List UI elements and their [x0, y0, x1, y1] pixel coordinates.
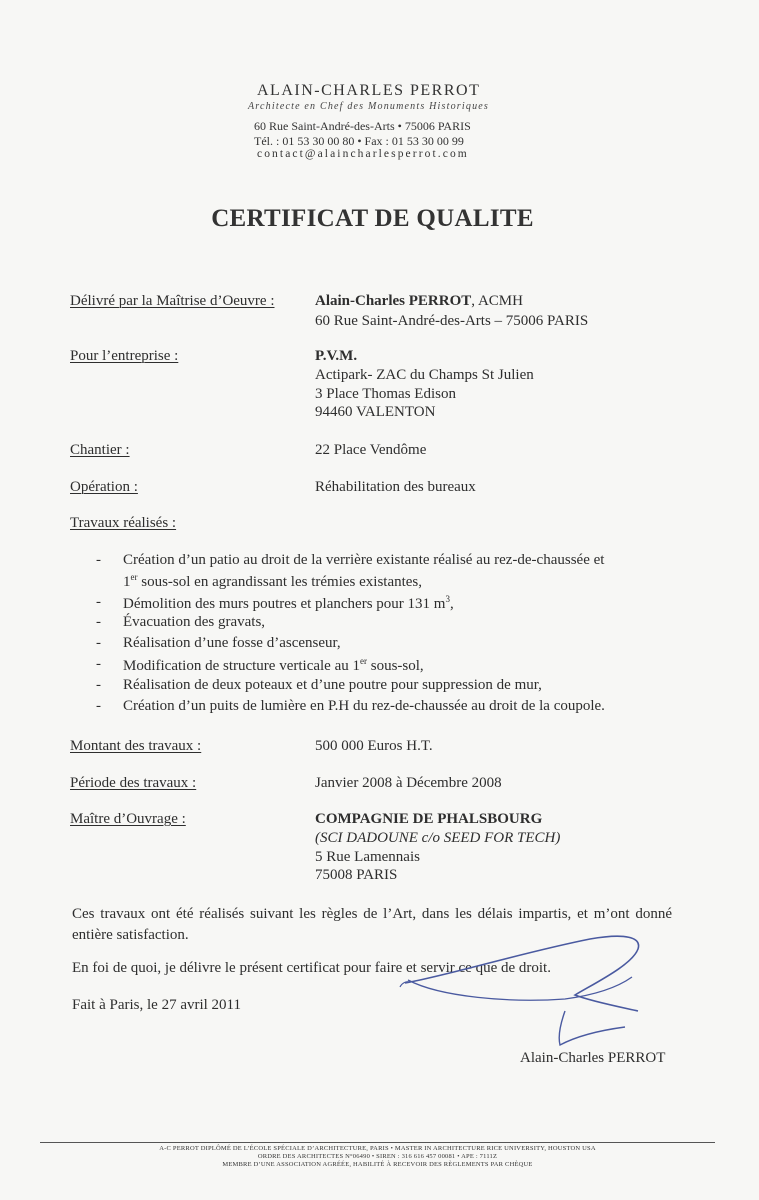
- place-date: Fait à Paris, le 27 avril 2011: [72, 997, 241, 1013]
- architect-address: 60 Rue Saint-André-des-Arts – 75006 PARIS: [315, 313, 589, 329]
- footer-line-2: ORDRE DES ARCHITECTES N°06490 • SIREN : 316 616 457 00081 • APE : 7111Z: [257, 1153, 498, 1160]
- list-bullet: -: [96, 594, 101, 610]
- letterhead-subtitle: Architecte en Chef des Monuments Historiques: [248, 101, 490, 112]
- list-bullet: -: [96, 656, 101, 672]
- owner-address-line2: 75008 PARIS: [315, 867, 398, 883]
- list-bullet: -: [96, 552, 101, 568]
- work-item-1-cont: 1er sous-sol en agrandissant les trémies existantes,: [123, 572, 423, 590]
- work-item-6: Réalisation de deux poteaux et d’une poutre pour suppression de mur,: [123, 677, 542, 693]
- document-title: CERTIFICAT DE QUALITE: [211, 205, 534, 232]
- amount-value: 500 000 Euros H.T.: [315, 738, 433, 754]
- owner-subname: (SCI DADOUNE c/o SEED FOR TECH): [315, 830, 561, 846]
- signatory-name: Alain-Charles PERROT: [520, 1050, 666, 1066]
- company-label: Pour l’entreprise :: [70, 348, 179, 364]
- operation-label: Opération :: [70, 479, 138, 495]
- signature-image: [390, 925, 660, 1055]
- certification-statement: En foi de quoi, je délivre le présent certificat pour faire et servir ce que de droit.: [72, 960, 551, 976]
- owner-label: Maître d’Ouvrage :: [70, 811, 186, 827]
- letterhead-email: contact@alaincharlesperrot.com: [257, 148, 469, 160]
- period-label: Période des travaux :: [70, 775, 197, 791]
- work-item-4: Réalisation d’une fosse d’ascenseur,: [123, 635, 341, 651]
- list-bullet: -: [96, 698, 101, 714]
- site-label: Chantier :: [70, 442, 130, 458]
- company-address-line1: Actipark- ZAC du Champs St Julien: [315, 367, 534, 383]
- work-item-1: Création d’un patio au droit de la verrière existante réalisé au rez-de-chaussée et: [123, 552, 605, 568]
- delivered-by-label: Délivré par la Maîtrise d’Oeuvre :: [70, 293, 275, 309]
- period-value: Janvier 2008 à Décembre 2008: [315, 775, 502, 791]
- list-bullet: -: [96, 677, 101, 693]
- letterhead-address: 60 Rue Saint-André-des-Arts • 75006 PARIS: [254, 119, 471, 133]
- work-item-5: Modification de structure verticale au 1er sous-sol,: [123, 656, 424, 674]
- work-item-7: Création d’un puits de lumière en P.H du rez-de-chaussée au droit de la coupole.: [123, 698, 605, 714]
- footer-divider: [40, 1142, 715, 1143]
- company-address-line2: 3 Place Thomas Edison: [315, 386, 456, 402]
- list-bullet: -: [96, 635, 101, 651]
- footer-line-3: MEMBRE D’UNE ASSOCIATION AGRÉÉE, HABILITÉ À RECEVOIR DES RÈGLEMENTS PAR CHÈQUE: [222, 1161, 533, 1168]
- owner-address-line1: 5 Rue Lamennais: [315, 849, 420, 865]
- work-item-3: Évacuation des gravats,: [123, 614, 266, 630]
- works-label: Travaux réalisés :: [70, 515, 177, 531]
- delivered-by-value: [315, 293, 523, 310]
- work-item-2: Démolition des murs poutres et planchers pour 131 $m^3$,: [123, 594, 454, 612]
- company-address-line3: 94460 VALENTON: [315, 404, 436, 420]
- operation-value: Réhabilitation des bureaux: [315, 479, 476, 495]
- architect-title: , ACMH: [471, 293, 523, 309]
- company-name: P.V.M.: [315, 348, 358, 364]
- site-value: 22 Place Vendôme: [315, 442, 427, 458]
- letterhead-phone-fax: Tél. : 01 53 30 00 80 • Fax : 01 53 30 00 99: [254, 134, 464, 148]
- amount-label: Montant des travaux :: [70, 738, 202, 754]
- architect-name: Alain-Charles PERROT: [315, 293, 472, 309]
- footer-line-1: A-C PERROT DIPLÔMÉ DE L’ÉCOLE SPÉCIALE D’ARCHITECTURE, PARIS • MASTER IN ARCHITECTURE RICE UNIVERSITY, HOUSTON USA: [159, 1145, 596, 1152]
- closing-paragraph: Ces travaux ont été réalisés suivant les règles de l’Art, dans les délais impartis, et m’ont donné entière satisfaction.: [72, 906, 672, 943]
- list-bullet: -: [96, 614, 101, 630]
- owner-name: COMPAGNIE DE PHALSBOURG: [315, 811, 543, 827]
- letterhead-name: ALAIN-CHARLES PERROT: [257, 82, 481, 99]
